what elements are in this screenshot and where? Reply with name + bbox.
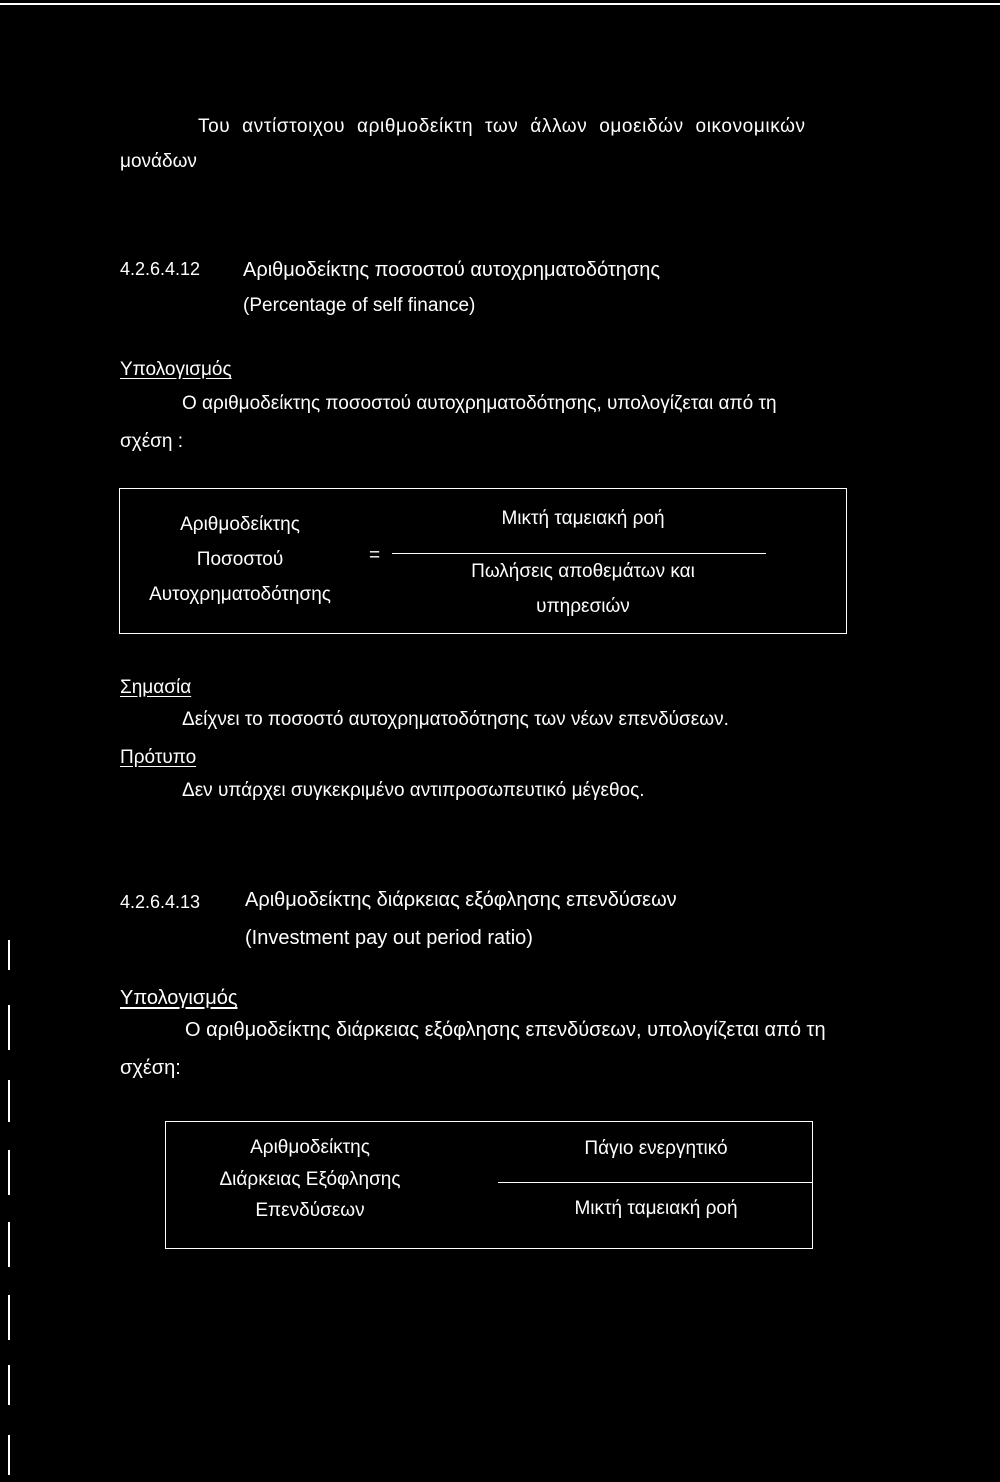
formula-13-lhs-line-1: Αριθμοδείκτης (250, 1137, 370, 1158)
section-13-calc-heading: Υπολογισμός (120, 987, 238, 1009)
formula-12-fraction-bar (392, 553, 766, 554)
formula-13-numerator: Πάγιο ενεργητικό (584, 1138, 728, 1159)
scan-artifact-line (8, 1295, 10, 1340)
formula-12-denominator-line-2: υπηρεσιών (536, 596, 630, 617)
section-12-title: Αριθμοδείκτης ποσοστού αυτοχρηματοδότησης (243, 259, 660, 281)
formula-13-denominator: Μικτή ταμειακή ροή (574, 1198, 738, 1219)
section-13-number: 4.2.6.4.13 (120, 892, 201, 912)
formula-12-numerator: Μικτή ταμειακή ροή (501, 508, 665, 529)
section-12-subtitle: (Percentage of self finance) (243, 295, 476, 316)
top-scan-edge (0, 3, 1000, 5)
scan-artifact-line (8, 940, 10, 970)
scan-artifact-line (8, 1150, 10, 1195)
section-12-standard-text: Δεν υπάρχει συγκεκριμένο αντιπροσωπευτικό μέγεθος. (182, 780, 645, 801)
formula-12-denominator-line-1: Πωλήσεις αποθεμάτων και (471, 561, 695, 582)
section-13-title: Αριθμοδείκτης διάρκειας εξόφλησης επενδύσεων (245, 889, 677, 911)
scan-artifact-line (8, 1435, 10, 1475)
formula-12-lhs-line-3: Αυτοχρηματοδότησης (149, 584, 331, 605)
intro-line-1: Του αντίστοιχου αριθμοδείκτη των άλλων ομοειδών οικονομικών (198, 116, 806, 137)
section-13-subtitle: (Investment pay out period ratio) (245, 927, 533, 949)
scan-artifact-line (8, 1365, 10, 1405)
formula-13-fraction-bar (498, 1182, 812, 1183)
section-12-number: 4.2.6.4.12 (120, 259, 201, 279)
formula-12-equals-sign: = (369, 545, 381, 566)
formula-12-lhs-line-1: Αριθμοδείκτης (180, 514, 300, 535)
intro-line-2: μονάδων (120, 151, 197, 172)
section-13-calc-line-1: Ο αριθμοδείκτης διάρκειας εξόφλησης επενδύσεων, υπολογίζεται από τη (185, 1019, 826, 1041)
scan-artifact-line (8, 1005, 10, 1050)
section-12-standard-heading: Πρότυπο (120, 747, 197, 768)
section-12-calc-line-1: Ο αριθμοδείκτης ποσοστού αυτοχρηματοδότησης, υπολογίζεται από τη (182, 393, 777, 414)
section-12-meaning-heading: Σημασία (120, 677, 192, 698)
formula-13-lhs-line-2: Διάρκειας Εξόφλησης (219, 1169, 401, 1190)
scan-artifact-line (8, 1222, 10, 1267)
formula-13-lhs-line-3: Επενδύσεων (255, 1200, 365, 1221)
scan-artifact-line (8, 1080, 10, 1122)
section-12-calc-heading: Υπολογισμός (120, 359, 232, 380)
section-12-meaning-text: Δείχνει το ποσοστό αυτοχρηματοδότησης των νέων επενδύσεων. (182, 709, 729, 730)
section-13-calc-line-2: σχέση: (120, 1057, 181, 1079)
section-12-calc-line-2: σχέση : (120, 431, 184, 452)
formula-12-lhs-line-2: Ποσοστού (196, 549, 284, 570)
